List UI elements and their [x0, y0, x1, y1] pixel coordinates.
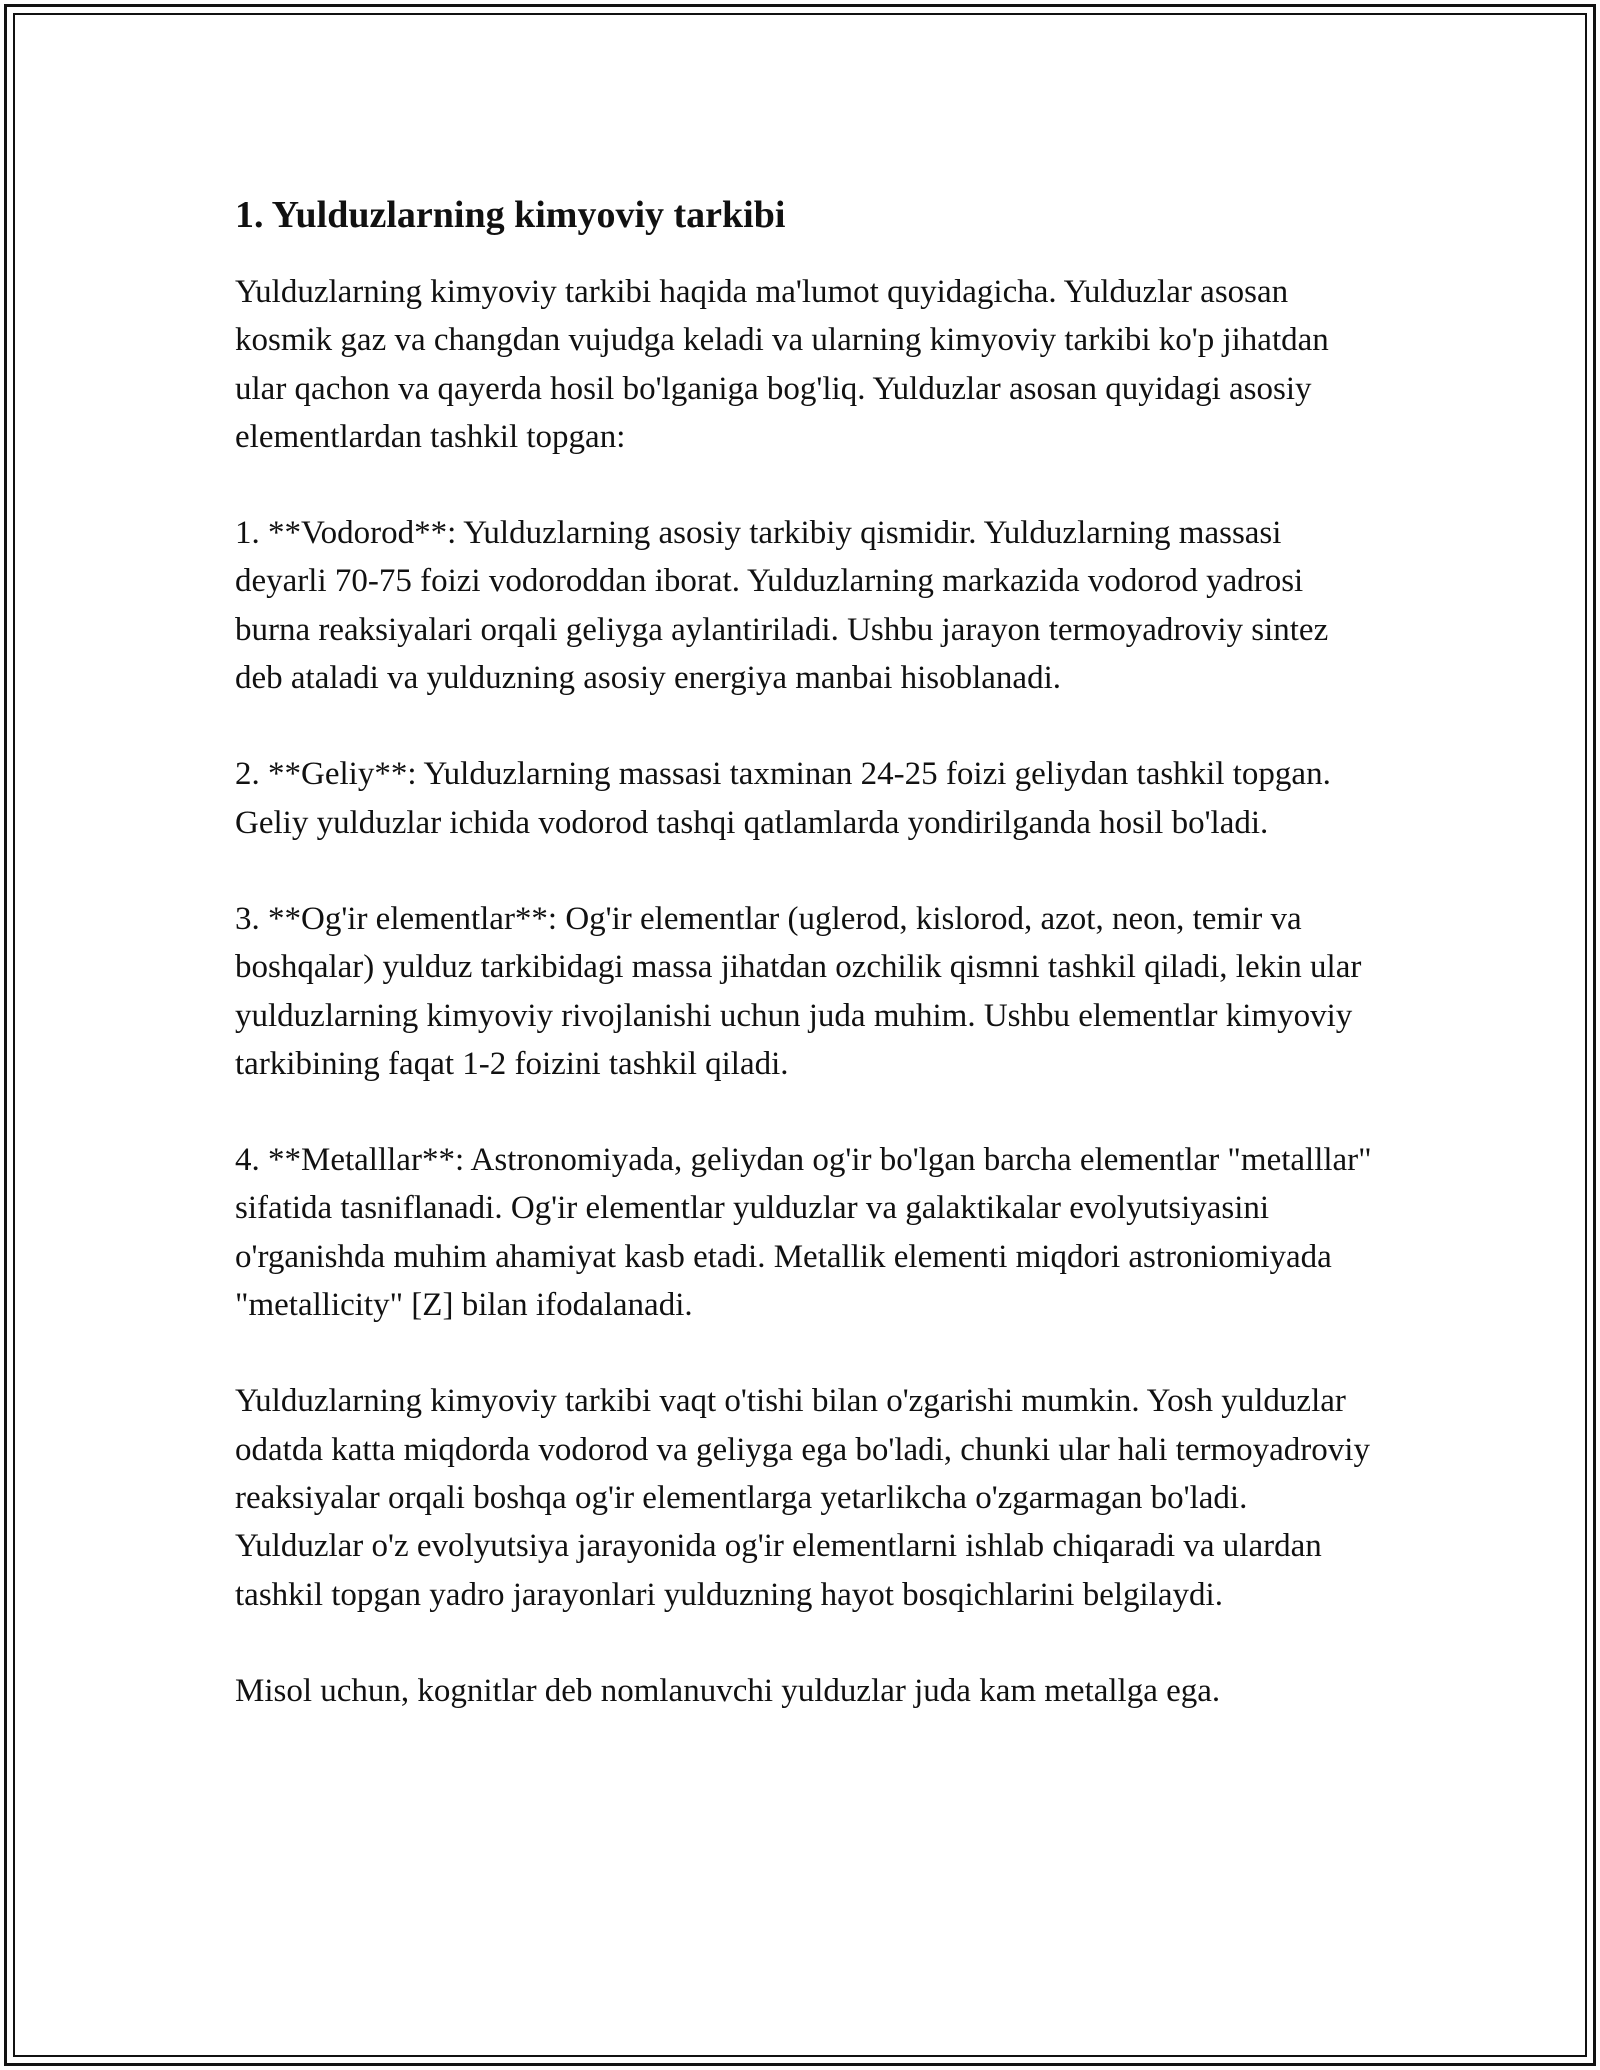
heavy-elements-paragraph: 3. **Og'ir elementlar**: Og'ir elementlar (uglerod, kislorod, azot, neon, temir va boshqalar) yulduz tarkibidagi massa jihatdan ozchilik qismni tashkil qiladi, lekin ular yulduzlarning kimyoviy rivojlanishi uchun juda muhim. Ushbu elementlar kimyoviy tarkibining faqat 1-2 foizini tashkil qiladi.: [235, 900, 1362, 1082]
section-heading: 1. Yulduzlarning kimyoviy tarkibi: [235, 194, 786, 236]
example-paragraph: Misol uchun, kognitlar deb nomlanuvchi yulduzlar juda kam metallga ega.: [235, 1672, 1221, 1709]
evolution-paragraph: Yulduzlarning kimyoviy tarkibi vaqt o'tishi bilan o'zgarishi mumkin. Yosh yulduzlar odatda katta miqdorda vodorod va geliyga ega bo'ladi, chunki ular hali termoyadroviy reaksiyalar orqali boshqa og'ir elementlarga yetarlikcha o'zgarmagan bo'ladi. Yulduzlar o'z evolyutsiya jarayonida og'ir elementlarni ishlab chiqaradi va ulardan tashkil topgan yadro jarayonlari yulduzning hayot bosqichlarini belgilaydi.: [235, 1383, 1370, 1613]
document-body: [235, 190, 1375, 1763]
helium-paragraph: 2. **Geliy**: Yulduzlarning massasi taxminan 24-25 foizi geliydan tashkil topgan. Geliy yulduzlar ichida vodorod tashqi qatlamlarda yondirilganda hosil bo'ladi.: [235, 756, 1331, 841]
metals-paragraph: 4. **Metalllar**: Astronomiyada, geliydan og'ir bo'lgan barcha elementlar "metalllar" sifatida tasniflanadi. Og'ir elementlar yulduzlar va galaktikalar evolyutsiyasini o'rganishda muhim ahamiyat kasb etadi. Metallik elementi miqdori astroniomiyada "metallicity" [Z] bilan ifodalanadi.: [235, 1142, 1372, 1324]
hydrogen-paragraph: 1. **Vodorod**: Yulduzlarning asosiy tarkibiy qismidir. Yulduzlarning massasi deyarli 70-75 foizi vodoroddan iborat. Yulduzlarning markazida vodorod yadrosi burna reaksiyalari orqali geliyga aylantiriladi. Ushbu jarayon termoyadroviy sintez deb ataladi va yulduzning asosiy energiya manbai hisoblanadi.: [235, 515, 1329, 697]
intro-paragraph: Yulduzlarning kimyoviy tarkibi haqida ma'lumot quyidagicha. Yulduzlar asosan kosmik gaz va changdan vujudga keladi va ularning kimyoviy tarkibi ko'p jihatdan ular qachon va qayerda hosil bo'lganiga bog'liq. Yulduzlar asosan quyidagi asosiy elementlardan tashkil topgan:: [235, 274, 1329, 455]
